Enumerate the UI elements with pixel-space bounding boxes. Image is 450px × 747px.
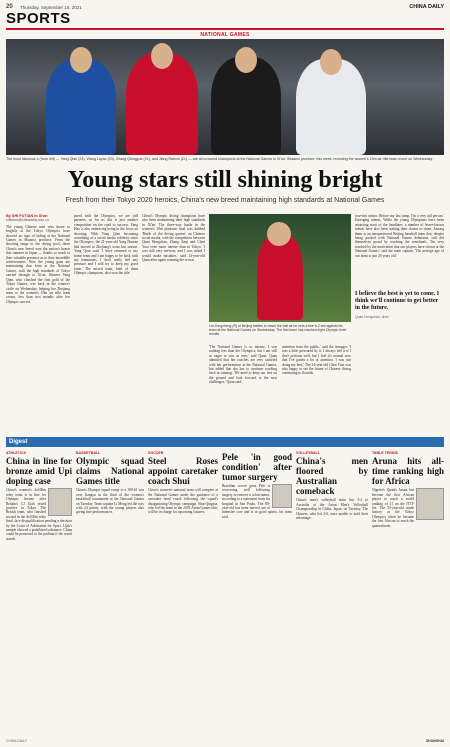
athlete-figure	[257, 234, 303, 320]
digest-thumbnail	[272, 484, 292, 508]
digest-kicker: BASKETBALL	[76, 451, 101, 455]
digest-body: Brazilian soccer great Pele is recovering well following surgery to remove a colon tumor, according to a statement from his hospital in Sao Paulo. The 80-year-old has been moved out of intensive care and is in good spirits, his team said.	[222, 484, 292, 519]
article-column-5: attention from the public,' said the teenager. 'I was a little pressured by it. I always feel it if I don't perform well, but I feel it's normal now that I've gotten a lot of attention. I was just doing my best.' The 14-year-old Chen Yuxi was also happy to see the future of Chinese diving continuing to flourish.	[282, 345, 351, 376]
athlete-face	[70, 47, 92, 73]
subheadline: Fresh from their Tokyo 2020 heroics, China's new breed maintaining high standards at National Games	[65, 197, 385, 204]
digest-item	[6, 451, 72, 737]
athlete-face	[267, 222, 291, 246]
section-tag: NATIONAL GAMES	[200, 32, 250, 38]
byline-email: shifutian@chinadaily.com.cn	[6, 218, 49, 223]
article-column-3: China's Olympic diving champions have also been maintaining their high standards in Xi'an. The three-way battle in the women's 10m platform final was dubbed 'Battle of the diving queens' on Chinese social media, with the competition between Quan Hongchan, Zhang Jiaqi and Chen Yuxi even more intense than in Tokyo. 'I was still very nervous, and I was afraid I would make mistakes,' said 14-year-old Quan after again winning the crown.	[142, 214, 205, 263]
digest-thumbnail	[416, 488, 444, 520]
digest-body: China's Olympic squad swept to a 100-61 win over Jiangsu in the final of the women's basketball tournament at the National Games on Tuesday. Team captain Li Meng led the way with 24 points, with the young players also giving fine performances.	[76, 488, 144, 515]
page-footer	[6, 739, 444, 744]
digest-headline: Aruna hits all-time ranking high for Africa	[372, 456, 444, 487]
hero-photo	[6, 39, 444, 155]
digest-bar	[6, 437, 444, 447]
byline: By SHI FUTIAN in Xi'an	[6, 214, 48, 218]
page-date: Thursday, September 16, 2021	[20, 5, 82, 10]
digest-kicker: VOLLEYBALL	[296, 451, 320, 455]
article-column-4: 'The National Games is so intense, I was nothing less than the Olympics, but I am still as eager to win as ever,' said Quan. Quan admitted that her coaches are very satisfied with her performance at the National Games, but added that she has to continue working hard in training. 'We need to keep our feet on the ground and look forward to the next challenges,' Quan said.	[209, 345, 277, 385]
digest-kicker: SOCCER	[148, 451, 164, 455]
digest-headline: Pele 'in good condition' after tumor surgery	[222, 452, 292, 482]
headline: Young stars still shining bright	[67, 167, 383, 193]
digest-body: China's men's volleyball team lost 3-2 to Australia at the Asian Men's Volleyball Championship in Chiba, Japan, on Tuesday. The Chinese, who led 2-0, were unable to hold their advantage.	[296, 498, 368, 521]
digest-kicker: ATHLETICS	[6, 451, 26, 455]
digest-thumbnail	[48, 488, 72, 516]
digest-headline: Olympic squad claims National Games title	[76, 456, 144, 487]
hero-caption: The most fabulous 4 (from left) — Yang Qian (23), Wang Luyao (23), Zhang Qiongyue (21), and Jiang Ranxin (21) — are all crowned champions at the National Games in Xi'an, Shaanxi province, this week, including the women's 10m air rifle team event on Wednesday.	[6, 157, 433, 161]
article-photo	[209, 214, 351, 322]
digest-item	[148, 451, 218, 737]
athlete-face	[235, 47, 257, 73]
digest-item	[372, 451, 444, 737]
article-column-1	[6, 214, 70, 434]
digest-body: China's women's 4x100m relay team is in line for Olympic bronze after Britain's CJ Ujah tested positive in Tokyo. The British team, who finished second in the 4x100m relay final, face disqualification pending a decision by the Court of Arbitration for Sport. Ujah's sample showed a prohibited substance. China could be promoted to the podium if the result stands.	[6, 488, 72, 541]
section-title: SPORTS	[6, 10, 71, 27]
athlete-face	[151, 43, 173, 69]
digest-title: Digest	[9, 438, 28, 445]
digest-item	[76, 451, 144, 737]
footer-right: SHANGHAI	[425, 739, 444, 743]
pull-quote	[355, 291, 443, 321]
page-header	[6, 4, 444, 12]
digest-headline: China's men floored by Australian comeback	[296, 456, 368, 497]
footer-left: CHINA DAILY	[6, 739, 27, 743]
digest-headline: Steel Roses appoint caretaker coach Shui	[148, 456, 218, 487]
section-rule	[6, 28, 444, 30]
athlete-figure	[46, 59, 116, 155]
photo-caption: Lai Zongzheng (R) of Beijing battles to reach the ball as he nets a fine 6-2 win against his team at the National Games on Wednesday. The first team has reached eight Olympic-level results.	[209, 324, 347, 337]
article-text: The young Chinese men who shone so brightly at the Tokyo Olympics have showed no sign of fading at the National Games in Shaanxi province. From the shooting range to the diving pool, these China's new breed won the nation's hearts this summer in Japan — thanks so much to their valuable presence as to their incredible achievements. Now the young guns are maintaining that form at the National Games, with the high standards of Tokyo carried through to Xi'an. Shooter Yang Qian, who clinched the first gold of the Tokyo Games, was back in the winner's circle on Wednesday, helping her Zhejiang team to the women's 10m air rifle team crown, less than two months after her Olympic success.	[6, 224, 70, 304]
article-column-2: pared with the Olympics, we are still partners, so for us this is just another competition on the road to success. Yang Hao is also embracing being in the focus on shooting. With Yang Qian becoming something of a social media celebrity since the Olympics, the 21-year-old Yang Haoran had moved to Zhejiang's team last season. Yang Qian said: 'I have returned to my home team and I am happy to be back with my teammates. I don't really feel any pressure and I will try to keep my good form.' The mixed team, both of them Olympic champions, also won the title.	[74, 214, 138, 276]
pull-quote-attribution: Quan Hongchan, diver	[355, 315, 389, 319]
pull-quote-text: I believe the best is yet to come. I think we'll continue to get better in the future.	[355, 291, 440, 311]
digest-headline: China in line for bronze amid Upi doping case	[6, 456, 72, 487]
digest-kicker: TABLE TENNIS	[372, 451, 398, 455]
digest-body: China's women's national team will compete at the National Games under the guidance of a caretaker head coach following the squad's disappointing Olympic campaign. Shui Qingxia, who led the team to the 2018 Asian Games title, will be in charge for upcoming fixtures.	[148, 488, 218, 515]
page-number: 20	[6, 4, 13, 10]
digest-item	[222, 451, 292, 737]
athlete-face	[320, 49, 342, 75]
article-column-6: rose-tint sensor. Before my last jump, I'm a very tall person.' Emerging talents. While the young Olympians have been attracting most of the headlines, a number of lesser-known talents have also been staking their claims to shine. Among them is an inexperienced Beijing baseball team that, despite being packed with National Games debutants, still did themselves proud by reaching the semifinals. 'I'm very touched by the motivation that our players have shown at the National Games,' said the team captain. 'The average age of our team is just 20 years old.'	[355, 214, 444, 258]
masthead-logo: CHINA DAILY	[409, 4, 444, 10]
digest-item	[296, 451, 368, 737]
digest-body: Nigeria's Quadri Aruna has become the first African player to reach a world ranking of 11 on the ITTF list. The 33-year-old made history at the Tokyo Olympics when he became the first African to reach the quarterfinals.	[372, 488, 414, 528]
